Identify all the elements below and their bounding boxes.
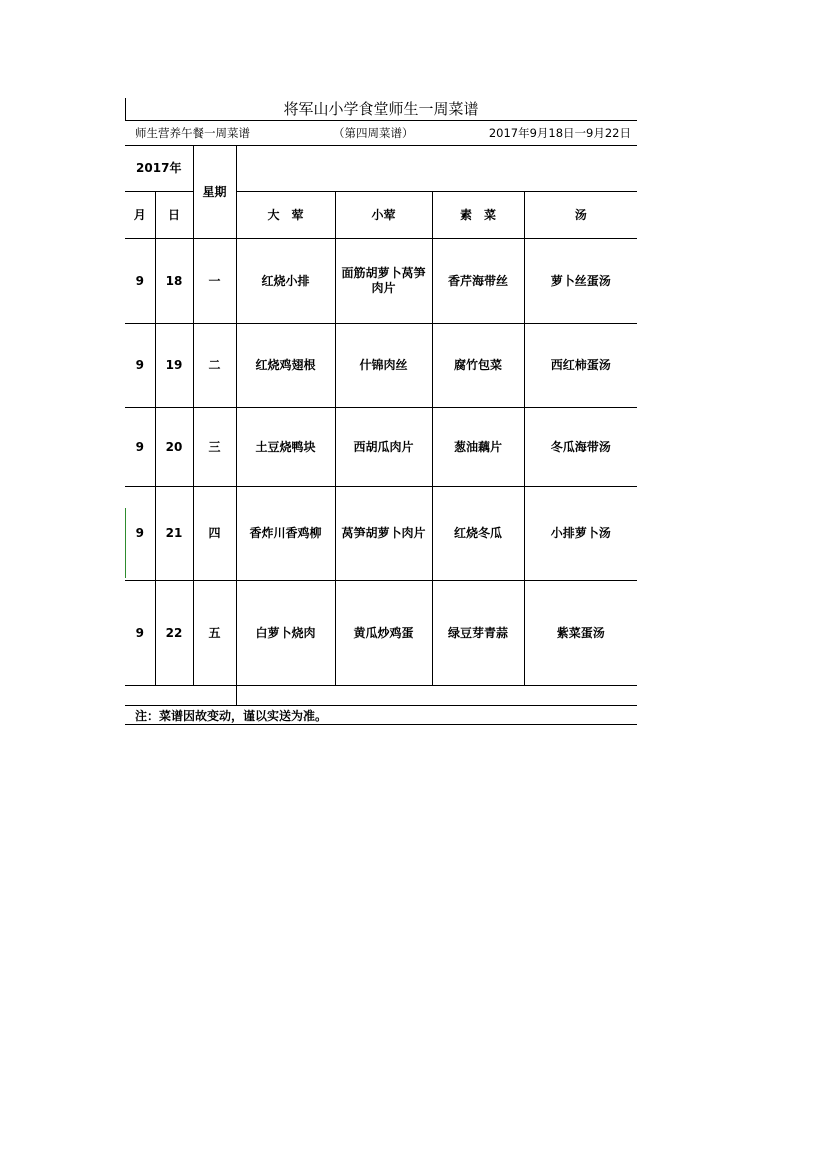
- main-dish-cell: 红烧小排: [236, 239, 335, 324]
- subheader-date-range: 2017年9月18日一9月22日: [488, 126, 631, 140]
- table-row: [125, 408, 637, 487]
- small-dish-cell: 什锦肉丝: [335, 324, 432, 408]
- month-cell: 9: [125, 408, 155, 487]
- month-header: 月: [125, 192, 155, 239]
- main-dish-cell: 红烧鸡翅根: [236, 324, 335, 408]
- soup-cell: 萝卜丝蛋汤: [524, 239, 637, 324]
- veg-dish-cell: 香芹海带丝: [432, 239, 524, 324]
- veg-dish-cell: 腐竹包菜: [432, 324, 524, 408]
- weekday-cell: 二: [193, 324, 236, 408]
- weekday-cell: 四: [193, 487, 236, 581]
- blank-cell: [236, 686, 637, 706]
- day-header: 日: [155, 192, 193, 239]
- subheader-week: （第四周菜谱）: [333, 126, 414, 140]
- veg-dish-cell: 绿豆芽青蒜: [432, 581, 524, 686]
- year-header: 2017年: [125, 146, 193, 192]
- day-cell: 18: [155, 239, 193, 324]
- month-cell: 9: [125, 581, 155, 686]
- soup-header: 汤: [524, 192, 637, 239]
- small-dish-header: 小荤: [335, 192, 432, 239]
- header-blank-cell: [236, 146, 637, 192]
- soup-cell: 小排萝卜汤: [524, 487, 637, 581]
- soup-cell: 紫菜蛋汤: [524, 581, 637, 686]
- day-cell: 21: [155, 487, 193, 581]
- main-dish-cell: 土豆烧鸭块: [236, 408, 335, 487]
- subheader-row: [125, 120, 637, 146]
- menu-table: [125, 145, 637, 706]
- soup-cell: 冬瓜海带汤: [524, 408, 637, 487]
- day-cell: 22: [155, 581, 193, 686]
- veg-dish-cell: 红烧冬瓜: [432, 487, 524, 581]
- weekday-header: 星期: [193, 146, 236, 239]
- soup-cell: 西红柿蛋汤: [524, 324, 637, 408]
- blank-row: [125, 686, 637, 706]
- blank-cell: [125, 686, 236, 706]
- veg-dish-header: 素 菜: [432, 192, 524, 239]
- small-dish-cell: 黄瓜炒鸡蛋: [335, 581, 432, 686]
- day-cell: 19: [155, 324, 193, 408]
- page-title: 将军山小学食堂师生一周菜谱: [283, 100, 479, 118]
- weekday-cell: 一: [193, 239, 236, 324]
- main-dish-cell: 香炸川香鸡柳: [236, 487, 335, 581]
- veg-dish-cell: 葱油藕片: [432, 408, 524, 487]
- weekday-cell: 五: [193, 581, 236, 686]
- day-cell: 20: [155, 408, 193, 487]
- month-cell: 9: [125, 324, 155, 408]
- table-row: [125, 487, 637, 581]
- month-cell: 9: [125, 239, 155, 324]
- main-dish-cell: 白萝卜烧肉: [236, 581, 335, 686]
- main-dish-header: 大 荤: [236, 192, 335, 239]
- footnote: 注：菜谱因故变动，谨以实送为准。: [125, 705, 637, 725]
- table-row: [125, 324, 637, 408]
- small-dish-cell: 莴笋胡萝卜肉片: [335, 487, 432, 581]
- small-dish-cell: 西胡瓜肉片: [335, 408, 432, 487]
- subheader-left: 师生营养午餐一周菜谱: [135, 126, 250, 140]
- weekday-cell: 三: [193, 408, 236, 487]
- month-cell: 9: [125, 487, 155, 581]
- small-dish-cell: 面筋胡萝卜莴笋肉片: [335, 239, 432, 324]
- table-row: [125, 239, 637, 324]
- table-row: [125, 581, 637, 686]
